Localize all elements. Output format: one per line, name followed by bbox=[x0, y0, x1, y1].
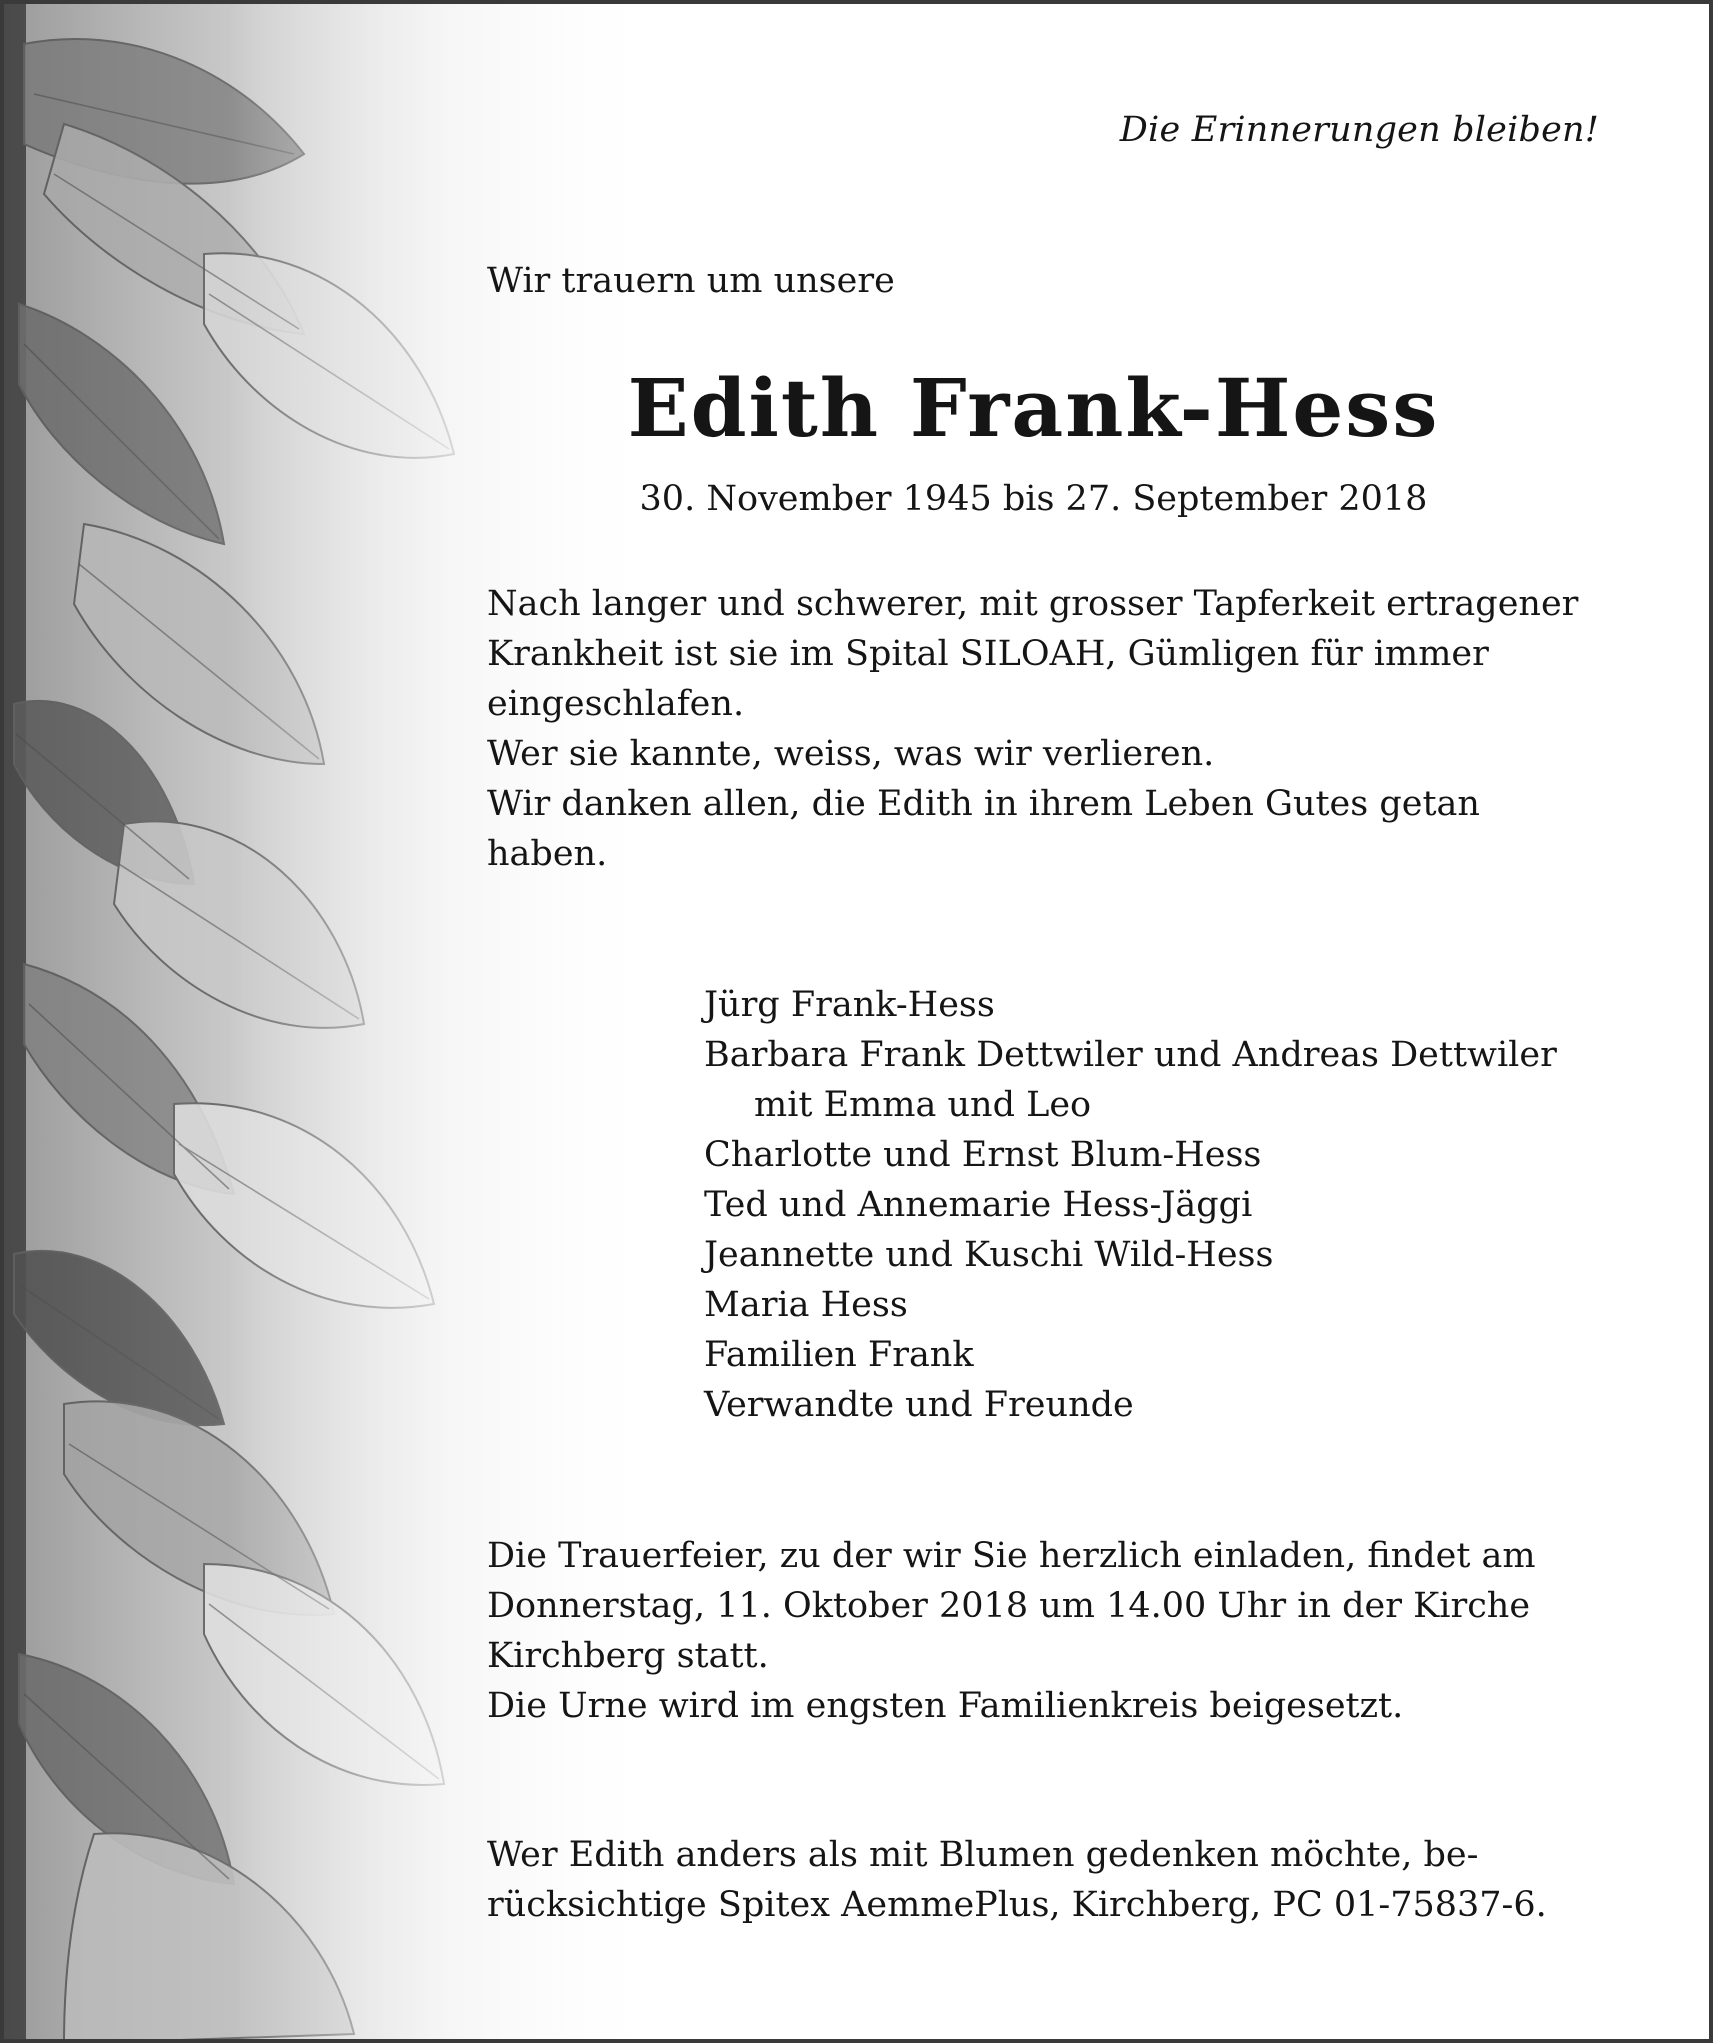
donation-paragraph bbox=[487, 1830, 1647, 1930]
ceremony-line: Die Urne wird im engsten Familienkreis beigesetzt. bbox=[487, 1686, 1404, 1726]
announcement-line: Wir danken allen, die Edith in ihrem Leben Gutes getan bbox=[487, 784, 1480, 824]
mourner-name: Ted und Annemarie Hess-Jäggi bbox=[704, 1185, 1253, 1225]
mourner-name: Jürg Frank-Hess bbox=[704, 985, 995, 1025]
announcement-paragraph bbox=[487, 579, 1647, 879]
ceremony-paragraph bbox=[487, 1531, 1647, 1731]
mourners-list bbox=[704, 980, 1557, 1430]
ceremony-line: Die Trauerfeier, zu der wir Sie herzlich einladen, findet am bbox=[487, 1536, 1536, 1576]
announcement-line: haben. bbox=[487, 834, 608, 874]
deceased-name: Edith Frank-Hess bbox=[627, 361, 1440, 455]
mourner-name: Maria Hess bbox=[704, 1285, 908, 1325]
donation-line: Wer Edith anders als mit Blumen gedenken möchte, be- bbox=[487, 1835, 1479, 1875]
mourner-name: Verwandte und Freunde bbox=[704, 1385, 1134, 1425]
mourner-name: Jeannette und Kuschi Wild-Hess bbox=[704, 1235, 1274, 1275]
mourner-name: Familien Frank bbox=[704, 1335, 974, 1375]
mourner-name: mit Emma und Leo bbox=[754, 1085, 1092, 1125]
life-dates: 30. November 1945 bis 27. September 2018 bbox=[639, 479, 1428, 519]
motto: Die Erinnerungen bleiben! bbox=[1119, 110, 1599, 150]
obituary-content bbox=[4, 4, 1709, 2039]
announcement-line: Wer sie kannte, weiss, was wir verlieren. bbox=[487, 734, 1215, 774]
mourner-name: Charlotte und Ernst Blum-Hess bbox=[704, 1135, 1262, 1175]
intro-line: Wir trauern um unsere bbox=[487, 261, 895, 301]
ceremony-line: Donnerstag, 11. Oktober 2018 um 14.00 Uhr in der Kirche bbox=[487, 1586, 1531, 1626]
announcement-line: eingeschlafen. bbox=[487, 684, 745, 724]
ceremony-line: Kirchberg statt. bbox=[487, 1636, 769, 1676]
announcement-line: Krankheit ist sie im Spital SILOAH, Gümligen für immer bbox=[487, 634, 1489, 674]
mourner-name: Barbara Frank Dettwiler und Andreas Dettwiler bbox=[704, 1035, 1557, 1075]
announcement-line: Nach langer und schwerer, mit grosser Tapferkeit ertragener bbox=[487, 584, 1579, 624]
donation-line: rücksichtige Spitex AemmePlus, Kirchberg, PC 01-75837-6. bbox=[487, 1885, 1547, 1925]
